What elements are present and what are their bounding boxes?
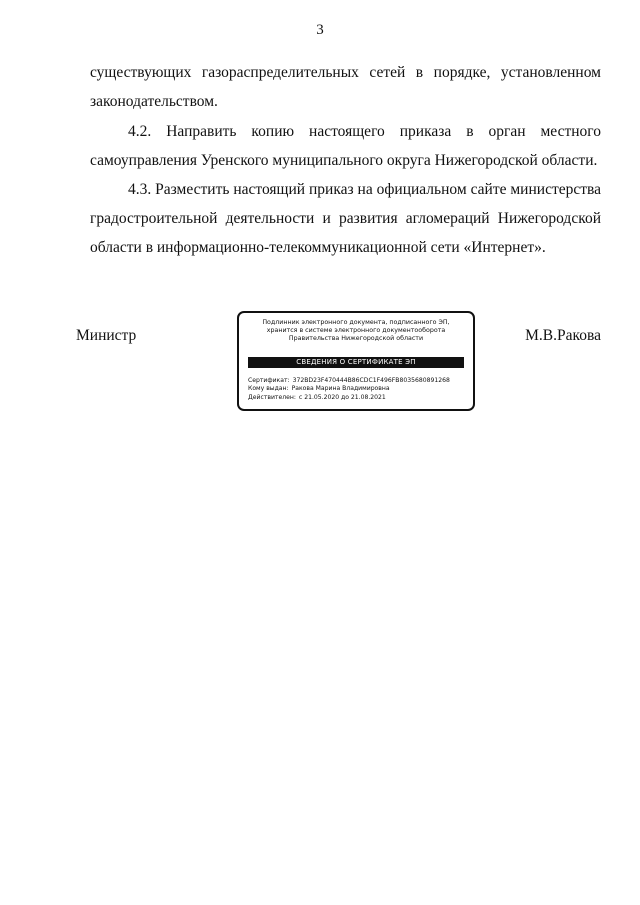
issued-to-row xyxy=(248,385,467,393)
certificate-info-bar: СВЕДЕНИЯ О СЕРТИФИКАТЕ ЭП xyxy=(248,357,464,368)
electronic-signature-stamp xyxy=(237,311,475,411)
paragraph-line: градостроительной деятельности и развития агломераций Нижегородской xyxy=(90,210,601,227)
issued-to-value: Ракова Марина Владимировна xyxy=(291,385,390,393)
certificate-label: Сертификат: xyxy=(248,377,290,384)
paragraph-line: существующих газораспределительных сетей в порядке, установленном xyxy=(90,64,601,81)
signatory-title: Министр xyxy=(76,327,137,344)
paragraph-item-4-2 xyxy=(90,117,601,175)
paragraph-line: 4.3. Разместить настоящий приказ на официальном сайте министерства xyxy=(128,181,601,198)
paragraph-line: области в информационно-телекоммуникационной сети «Интернет». xyxy=(90,239,546,256)
stamp-header-line: Правительства Нижегородской области xyxy=(288,335,424,342)
certificate-value: 372BD23F470444B86CDC1F496FB8035680891268 xyxy=(292,377,450,384)
validity-row xyxy=(248,394,467,402)
paragraph-line: законодательством. xyxy=(90,93,218,110)
paragraph-line: самоуправления Уренского муниципального округа Нижегородской области. xyxy=(90,152,598,169)
stamp-header-line: Подлинник электронного документа, подписанного ЭП, xyxy=(262,319,450,326)
stamp-header-line: хранится в системе электронного документооборота xyxy=(266,327,446,334)
paragraph-line: 4.2. Направить копию настоящего приказа в орган местного xyxy=(128,123,601,140)
paragraph-item-4-3 xyxy=(90,175,601,262)
paragraph-continuation xyxy=(90,58,601,116)
page-number: 3 xyxy=(316,22,324,38)
signatory-name: М.В.Ракова xyxy=(525,327,601,344)
certificate-row xyxy=(248,377,467,385)
certificate-details xyxy=(248,377,467,402)
issued-to-label: Кому выдан: xyxy=(248,385,289,393)
validity-value: с 21.05.2020 до 21.08.2021 xyxy=(298,393,386,401)
validity-label: Действителен: xyxy=(248,393,296,401)
stamp-header xyxy=(239,319,473,343)
